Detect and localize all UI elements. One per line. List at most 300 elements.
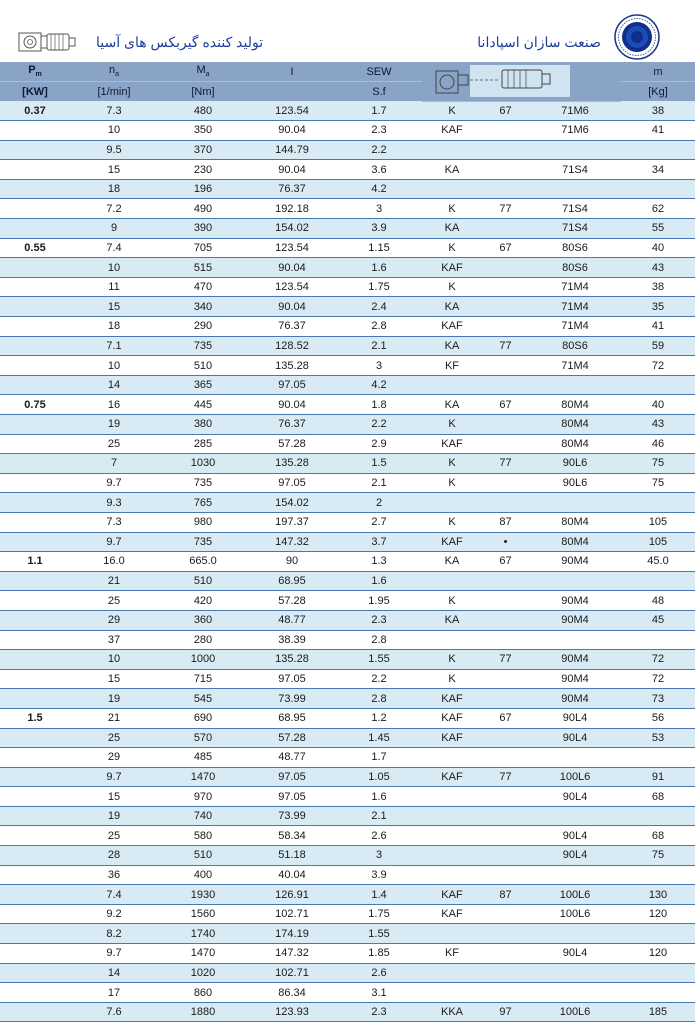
cell-size bbox=[482, 415, 529, 435]
cell-ma: 340 bbox=[158, 297, 248, 317]
cell-sf: 3.9 bbox=[336, 219, 422, 239]
cell-m: 68 bbox=[621, 826, 695, 846]
cell-i: 48.77 bbox=[248, 748, 336, 768]
cell-na: 15 bbox=[70, 160, 158, 180]
cell-i: 174.19 bbox=[248, 924, 336, 944]
cell-pm bbox=[0, 650, 70, 670]
cell-i: 68.95 bbox=[248, 708, 336, 728]
cell-pm bbox=[0, 806, 70, 826]
col-pm: $P_m$ bbox=[0, 62, 70, 82]
cell-m bbox=[621, 571, 695, 591]
cell-ma: 285 bbox=[158, 434, 248, 454]
cell-sf: 1.7 bbox=[336, 748, 422, 768]
cell-pm bbox=[0, 434, 70, 454]
cell-size: 87 bbox=[482, 885, 529, 905]
cell-type bbox=[422, 140, 482, 160]
cell-ma: 735 bbox=[158, 532, 248, 552]
cell-na: 25 bbox=[70, 591, 158, 611]
table-row bbox=[0, 493, 695, 513]
cell-i: 123.54 bbox=[248, 101, 336, 121]
unit-nm: [Nm] bbox=[158, 82, 248, 102]
cell-na: 19 bbox=[70, 415, 158, 435]
table-row bbox=[0, 395, 695, 415]
cell-type: KAF bbox=[422, 767, 482, 787]
table-row bbox=[0, 434, 695, 454]
cell-na: 19 bbox=[70, 806, 158, 826]
cell-type bbox=[422, 963, 482, 983]
cell-i: 123.54 bbox=[248, 238, 336, 258]
cell-i: 135.28 bbox=[248, 650, 336, 670]
cell-na: 7.3 bbox=[70, 101, 158, 121]
table-row bbox=[0, 258, 695, 278]
cell-pm bbox=[0, 669, 70, 689]
cell-m bbox=[621, 865, 695, 885]
cell-pm bbox=[0, 904, 70, 924]
cell-ma: 380 bbox=[158, 415, 248, 435]
table-row bbox=[0, 571, 695, 591]
cell-i: 90 bbox=[248, 552, 336, 572]
cell-ma: 230 bbox=[158, 160, 248, 180]
cell-type: K bbox=[422, 669, 482, 689]
cell-type: K bbox=[422, 454, 482, 474]
cell-sf: 2.8 bbox=[336, 689, 422, 709]
cell-type bbox=[422, 375, 482, 395]
cell-motor: 80S6 bbox=[529, 238, 621, 258]
cell-motor: 80M4 bbox=[529, 512, 621, 532]
cell-sf: 1.6 bbox=[336, 258, 422, 278]
cell-motor: 71M4 bbox=[529, 297, 621, 317]
cell-sf: 2 bbox=[336, 493, 422, 513]
cell-sf: 2.4 bbox=[336, 297, 422, 317]
table-row bbox=[0, 924, 695, 944]
cell-pm bbox=[0, 963, 70, 983]
cell-size bbox=[482, 493, 529, 513]
cell-motor: 80M4 bbox=[529, 415, 621, 435]
cell-ma: 280 bbox=[158, 630, 248, 650]
cell-type: KA bbox=[422, 610, 482, 630]
cell-m: 40 bbox=[621, 238, 695, 258]
cell-size bbox=[482, 630, 529, 650]
cell-na: 9.5 bbox=[70, 140, 158, 160]
cell-na: 9.7 bbox=[70, 473, 158, 493]
cell-m: 45.0 bbox=[621, 552, 695, 572]
cell-pm bbox=[0, 336, 70, 356]
cell-type bbox=[422, 630, 482, 650]
cell-na: 10 bbox=[70, 121, 158, 141]
cell-na: 25 bbox=[70, 434, 158, 454]
cell-ma: 580 bbox=[158, 826, 248, 846]
table-row bbox=[0, 963, 695, 983]
cell-motor bbox=[529, 375, 621, 395]
cell-i: 48.77 bbox=[248, 610, 336, 630]
cell-na: 7.1 bbox=[70, 336, 158, 356]
cell-type: K bbox=[422, 238, 482, 258]
cell-type bbox=[422, 924, 482, 944]
table-body bbox=[0, 101, 695, 1022]
cell-size: 77 bbox=[482, 454, 529, 474]
cell-m: 56 bbox=[621, 708, 695, 728]
cell-size bbox=[482, 473, 529, 493]
cell-size bbox=[482, 983, 529, 1003]
cell-na: 14 bbox=[70, 963, 158, 983]
cell-type: KAF bbox=[422, 904, 482, 924]
cell-ma: 485 bbox=[158, 748, 248, 768]
cell-pm: 0.37 bbox=[0, 101, 70, 121]
cell-size bbox=[482, 219, 529, 239]
cell-size bbox=[482, 924, 529, 944]
cell-sf: 1.55 bbox=[336, 650, 422, 670]
unit-kw: [KW] bbox=[0, 82, 70, 102]
cell-ma: 1470 bbox=[158, 944, 248, 964]
cell-ma: 510 bbox=[158, 356, 248, 376]
cell-m bbox=[621, 179, 695, 199]
cell-pm bbox=[0, 689, 70, 709]
cell-size bbox=[482, 356, 529, 376]
cell-na: 18 bbox=[70, 179, 158, 199]
cell-type: KAF bbox=[422, 689, 482, 709]
cell-type: KA bbox=[422, 552, 482, 572]
table-row bbox=[0, 650, 695, 670]
cell-pm bbox=[0, 532, 70, 552]
table-row bbox=[0, 944, 695, 964]
cell-pm bbox=[0, 473, 70, 493]
cell-m: 91 bbox=[621, 767, 695, 787]
cell-pm bbox=[0, 983, 70, 1003]
cell-pm: 1.1 bbox=[0, 552, 70, 572]
table-row bbox=[0, 846, 695, 866]
cell-sf: 1.6 bbox=[336, 787, 422, 807]
cell-motor: 90M4 bbox=[529, 552, 621, 572]
cell-na: 16.0 bbox=[70, 552, 158, 572]
cell-motor: 71M4 bbox=[529, 317, 621, 337]
cell-size bbox=[482, 728, 529, 748]
cell-type: K bbox=[422, 415, 482, 435]
cell-motor bbox=[529, 571, 621, 591]
cell-sf: 2.7 bbox=[336, 512, 422, 532]
cell-i: 57.28 bbox=[248, 728, 336, 748]
cell-m bbox=[621, 630, 695, 650]
cell-na: 28 bbox=[70, 846, 158, 866]
cell-na: 7.2 bbox=[70, 199, 158, 219]
cell-na: 37 bbox=[70, 630, 158, 650]
cell-m: 43 bbox=[621, 258, 695, 278]
cell-na: 9.3 bbox=[70, 493, 158, 513]
cell-type: KAF bbox=[422, 121, 482, 141]
cell-motor bbox=[529, 179, 621, 199]
cell-size bbox=[482, 610, 529, 630]
cell-i: 135.28 bbox=[248, 454, 336, 474]
cell-m: 38 bbox=[621, 101, 695, 121]
cell-motor: 80M4 bbox=[529, 395, 621, 415]
cell-size bbox=[482, 277, 529, 297]
cell-pm bbox=[0, 415, 70, 435]
cell-i: 102.71 bbox=[248, 904, 336, 924]
cell-motor: 80S6 bbox=[529, 258, 621, 278]
cell-sf: 2.3 bbox=[336, 1002, 422, 1022]
cell-sf: 2.3 bbox=[336, 610, 422, 630]
cell-ma: 490 bbox=[158, 199, 248, 219]
cell-m: 75 bbox=[621, 454, 695, 474]
cell-i: 154.02 bbox=[248, 219, 336, 239]
cell-pm bbox=[0, 160, 70, 180]
cell-i: 76.37 bbox=[248, 415, 336, 435]
cell-i: 154.02 bbox=[248, 493, 336, 513]
cell-pm bbox=[0, 179, 70, 199]
table-row bbox=[0, 610, 695, 630]
cell-ma: 1560 bbox=[158, 904, 248, 924]
cell-motor: 80S6 bbox=[529, 336, 621, 356]
cell-m bbox=[621, 983, 695, 1003]
cell-sf: 1.7 bbox=[336, 101, 422, 121]
cell-m: 59 bbox=[621, 336, 695, 356]
cell-type bbox=[422, 865, 482, 885]
cell-motor: 71M4 bbox=[529, 277, 621, 297]
table-row bbox=[0, 748, 695, 768]
cell-ma: 445 bbox=[158, 395, 248, 415]
cell-ma: 515 bbox=[158, 258, 248, 278]
cell-size: 67 bbox=[482, 708, 529, 728]
cell-motor bbox=[529, 748, 621, 768]
cell-motor bbox=[529, 963, 621, 983]
table-row bbox=[0, 336, 695, 356]
cell-type bbox=[422, 983, 482, 1003]
cell-motor: 71M6 bbox=[529, 101, 621, 121]
cell-ma: 690 bbox=[158, 708, 248, 728]
cell-na: 8.2 bbox=[70, 924, 158, 944]
cell-ma: 480 bbox=[158, 101, 248, 121]
table-row bbox=[0, 375, 695, 395]
table-row bbox=[0, 454, 695, 474]
cell-type bbox=[422, 748, 482, 768]
cell-i: 73.99 bbox=[248, 689, 336, 709]
cell-motor: 100L6 bbox=[529, 885, 621, 905]
cell-type: KKA bbox=[422, 1002, 482, 1022]
cell-i: 57.28 bbox=[248, 434, 336, 454]
cell-size: 97 bbox=[482, 1002, 529, 1022]
cell-sf: 3 bbox=[336, 356, 422, 376]
cell-motor: 71M4 bbox=[529, 356, 621, 376]
table-row bbox=[0, 179, 695, 199]
cell-i: 123.93 bbox=[248, 1002, 336, 1022]
cell-type: KF bbox=[422, 356, 482, 376]
table-row bbox=[0, 826, 695, 846]
table-row bbox=[0, 317, 695, 337]
cell-na: 29 bbox=[70, 610, 158, 630]
cell-ma: 705 bbox=[158, 238, 248, 258]
cell-na: 14 bbox=[70, 375, 158, 395]
cell-size: 77 bbox=[482, 650, 529, 670]
col-m: m bbox=[621, 62, 695, 82]
cell-pm bbox=[0, 375, 70, 395]
cell-pm bbox=[0, 748, 70, 768]
cell-i: 126.91 bbox=[248, 885, 336, 905]
cell-sf: 1.8 bbox=[336, 395, 422, 415]
cell-na: 9.2 bbox=[70, 904, 158, 924]
cell-pm bbox=[0, 1002, 70, 1022]
table-row bbox=[0, 415, 695, 435]
cell-size: 77 bbox=[482, 336, 529, 356]
cell-type: KAF bbox=[422, 728, 482, 748]
cell-motor bbox=[529, 983, 621, 1003]
cell-sf: 3 bbox=[336, 199, 422, 219]
cell-ma: 196 bbox=[158, 179, 248, 199]
cell-m: 35 bbox=[621, 297, 695, 317]
unit-kg: [Kg] bbox=[621, 82, 695, 102]
cell-motor bbox=[529, 924, 621, 944]
cell-na: 11 bbox=[70, 277, 158, 297]
cell-pm: 1.5 bbox=[0, 708, 70, 728]
cell-type: K bbox=[422, 473, 482, 493]
cell-size bbox=[482, 571, 529, 591]
cell-i: 40.04 bbox=[248, 865, 336, 885]
cell-size bbox=[482, 434, 529, 454]
cell-type: KA bbox=[422, 297, 482, 317]
cell-na: 9 bbox=[70, 219, 158, 239]
cell-na: 21 bbox=[70, 708, 158, 728]
cell-m: 53 bbox=[621, 728, 695, 748]
table-row bbox=[0, 1002, 695, 1022]
cell-sf: 1.6 bbox=[336, 571, 422, 591]
cell-sf: 2.3 bbox=[336, 121, 422, 141]
cell-na: 7.4 bbox=[70, 238, 158, 258]
cell-i: 97.05 bbox=[248, 767, 336, 787]
col-image bbox=[422, 62, 621, 101]
cell-type: K bbox=[422, 101, 482, 121]
cell-sf: 1.45 bbox=[336, 728, 422, 748]
col-ma: $M_a$ bbox=[158, 62, 248, 82]
cell-type bbox=[422, 571, 482, 591]
cell-motor: 90L4 bbox=[529, 708, 621, 728]
cell-motor: 100L6 bbox=[529, 767, 621, 787]
gearbox-drawing-icon bbox=[18, 30, 76, 54]
cell-motor bbox=[529, 140, 621, 160]
cell-sf: 2.2 bbox=[336, 415, 422, 435]
cell-na: 36 bbox=[70, 865, 158, 885]
cell-motor: 90L4 bbox=[529, 846, 621, 866]
cell-size bbox=[482, 944, 529, 964]
cell-size bbox=[482, 297, 529, 317]
cell-motor: 71S4 bbox=[529, 219, 621, 239]
cell-type: KAF bbox=[422, 885, 482, 905]
cell-ma: 980 bbox=[158, 512, 248, 532]
cell-m: 75 bbox=[621, 473, 695, 493]
cell-type: KA bbox=[422, 160, 482, 180]
cell-size bbox=[482, 787, 529, 807]
cell-sf: 1.75 bbox=[336, 904, 422, 924]
cell-type: KAF bbox=[422, 434, 482, 454]
cell-ma: 735 bbox=[158, 336, 248, 356]
cell-m bbox=[621, 375, 695, 395]
cell-size bbox=[482, 963, 529, 983]
cell-i: 192.18 bbox=[248, 199, 336, 219]
header-title-left: تولید کننده گیربکس های آسیا bbox=[96, 34, 264, 50]
cell-type: KA bbox=[422, 219, 482, 239]
cell-pm bbox=[0, 728, 70, 748]
cell-na: 7.6 bbox=[70, 1002, 158, 1022]
cell-sf: 2.6 bbox=[336, 963, 422, 983]
cell-size bbox=[482, 160, 529, 180]
cell-ma: 765 bbox=[158, 493, 248, 513]
gearbox-selection-table bbox=[0, 62, 695, 1022]
col-sew: SEW bbox=[336, 62, 422, 82]
table-row bbox=[0, 865, 695, 885]
cell-i: 97.05 bbox=[248, 473, 336, 493]
cell-size bbox=[482, 846, 529, 866]
cell-motor: 90M4 bbox=[529, 669, 621, 689]
cell-ma: 360 bbox=[158, 610, 248, 630]
cell-m: 72 bbox=[621, 669, 695, 689]
table-row bbox=[0, 787, 695, 807]
cell-i: 97.05 bbox=[248, 669, 336, 689]
cell-type: K bbox=[422, 650, 482, 670]
cell-i: 97.05 bbox=[248, 787, 336, 807]
cell-type: KF bbox=[422, 944, 482, 964]
cell-ma: 370 bbox=[158, 140, 248, 160]
cell-size bbox=[482, 689, 529, 709]
cell-i: 144.79 bbox=[248, 140, 336, 160]
cell-na: 10 bbox=[70, 650, 158, 670]
cell-type bbox=[422, 179, 482, 199]
cell-motor: 90L4 bbox=[529, 728, 621, 748]
table-row bbox=[0, 297, 695, 317]
cell-m: 45 bbox=[621, 610, 695, 630]
cell-motor: 71S4 bbox=[529, 160, 621, 180]
cell-size bbox=[482, 806, 529, 826]
cell-pm bbox=[0, 454, 70, 474]
cell-size bbox=[482, 865, 529, 885]
cell-sf: 2.8 bbox=[336, 317, 422, 337]
header-title-right: صنعت سازان اسپادانا bbox=[477, 34, 601, 50]
cell-size: 67 bbox=[482, 395, 529, 415]
cell-sf: 2.1 bbox=[336, 473, 422, 493]
cell-size bbox=[482, 375, 529, 395]
cell-pm bbox=[0, 787, 70, 807]
cell-sf: 3 bbox=[336, 846, 422, 866]
cell-pm bbox=[0, 317, 70, 337]
cell-ma: 365 bbox=[158, 375, 248, 395]
cell-na: 10 bbox=[70, 356, 158, 376]
cell-motor: 90M4 bbox=[529, 689, 621, 709]
table-row bbox=[0, 728, 695, 748]
cell-motor: 71S4 bbox=[529, 199, 621, 219]
cell-sf: 1.3 bbox=[336, 552, 422, 572]
cell-sf: 3.9 bbox=[336, 865, 422, 885]
cell-sf: 2.9 bbox=[336, 434, 422, 454]
cell-motor: 90M4 bbox=[529, 591, 621, 611]
cell-i: 97.05 bbox=[248, 375, 336, 395]
cell-i: 147.32 bbox=[248, 532, 336, 552]
table-row bbox=[0, 199, 695, 219]
cell-na: 29 bbox=[70, 748, 158, 768]
cell-type: KA bbox=[422, 336, 482, 356]
table-row bbox=[0, 806, 695, 826]
cell-m bbox=[621, 963, 695, 983]
cell-pm bbox=[0, 610, 70, 630]
cell-motor: 71M6 bbox=[529, 121, 621, 141]
table-row bbox=[0, 512, 695, 532]
cell-motor: 90M4 bbox=[529, 610, 621, 630]
cell-pm: 0.75 bbox=[0, 395, 70, 415]
cell-i: 76.37 bbox=[248, 179, 336, 199]
cell-type: KAF bbox=[422, 317, 482, 337]
cell-m: 120 bbox=[621, 944, 695, 964]
table-row bbox=[0, 767, 695, 787]
cell-size: 67 bbox=[482, 552, 529, 572]
cell-m: 55 bbox=[621, 219, 695, 239]
cell-size bbox=[482, 179, 529, 199]
cell-ma: 970 bbox=[158, 787, 248, 807]
cell-type bbox=[422, 806, 482, 826]
